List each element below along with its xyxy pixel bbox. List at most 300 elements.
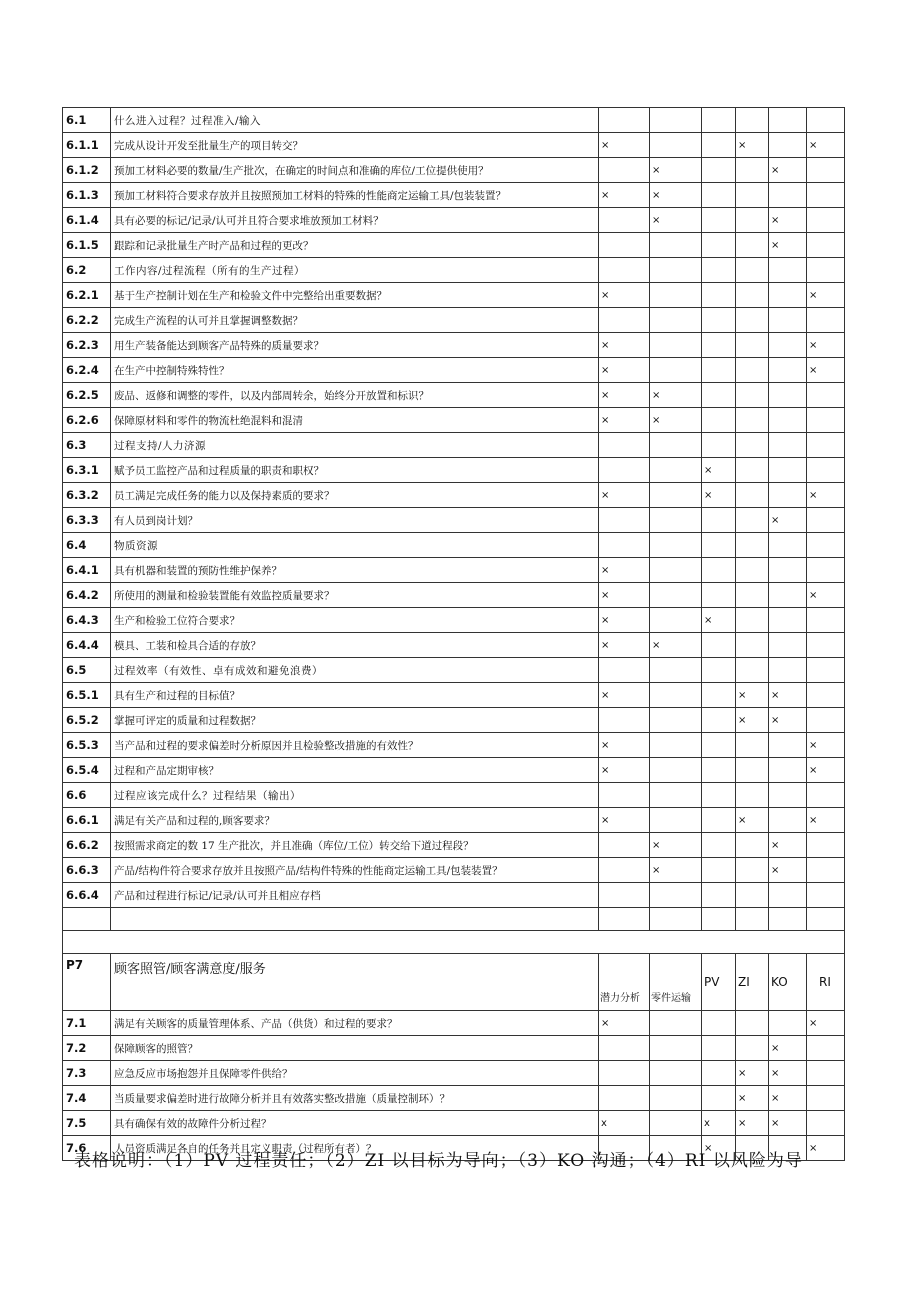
mark-cell <box>702 1086 736 1111</box>
item-description: 过程支持/人力济源 <box>111 433 599 458</box>
mark-cell <box>807 108 845 133</box>
mark-cell <box>807 783 845 808</box>
mark-cell <box>769 783 807 808</box>
table-row <box>63 333 845 358</box>
mark-cell: × <box>736 808 769 833</box>
mark-cell <box>807 408 845 433</box>
mark-cell <box>807 833 845 858</box>
mark-cell <box>736 433 769 458</box>
mark-cell: × <box>599 183 650 208</box>
mark-cell <box>650 333 702 358</box>
table-row <box>63 833 845 858</box>
table-row <box>63 358 845 383</box>
mark-cell <box>736 458 769 483</box>
item-number: 6.2.2 <box>63 308 111 333</box>
item-number: 6.6.3 <box>63 858 111 883</box>
mark-cell <box>807 1111 845 1136</box>
mark-cell <box>769 1011 807 1036</box>
mark-cell <box>736 608 769 633</box>
mark-cell <box>702 508 736 533</box>
item-description: 具有必要的标记/记录/认可并且符合要求堆放预加工材料？ <box>111 208 599 233</box>
table-row <box>63 458 845 483</box>
p7-header-row <box>63 954 845 1011</box>
table-row <box>63 158 845 183</box>
table-row <box>63 583 845 608</box>
mark-cell <box>702 583 736 608</box>
mark-cell <box>650 758 702 783</box>
mark-cell <box>807 683 845 708</box>
item-description: 当质量要求偏差时进行故障分析并且有效落实整改措施（质量控制环）？ <box>111 1086 599 1111</box>
mark-cell <box>769 558 807 583</box>
item-description: 具有确保有效的故障件分析过程？ <box>111 1111 599 1136</box>
item-description: 预加工材料符合要求存放并且按照预加工材料的特殊的性能商定运输工具/包装装置？ <box>111 183 599 208</box>
column-header-ri: RI <box>807 954 845 1011</box>
mark-cell <box>807 308 845 333</box>
mark-cell <box>807 633 845 658</box>
mark-cell <box>650 808 702 833</box>
mark-cell <box>650 1061 702 1086</box>
mark-cell <box>807 858 845 883</box>
mark-cell: × <box>650 383 702 408</box>
mark-cell: × <box>807 283 845 308</box>
mark-cell: × <box>769 1061 807 1086</box>
mark-cell: x <box>702 1111 736 1136</box>
mark-cell: × <box>702 483 736 508</box>
mark-cell <box>650 108 702 133</box>
blank-cell <box>599 908 650 931</box>
mark-cell <box>807 708 845 733</box>
mark-cell <box>736 833 769 858</box>
mark-cell <box>650 1011 702 1036</box>
item-number: 6.1.5 <box>63 233 111 258</box>
mark-cell <box>650 558 702 583</box>
mark-cell <box>807 608 845 633</box>
mark-cell: × <box>769 508 807 533</box>
mark-cell: × <box>769 1086 807 1111</box>
mark-cell <box>650 783 702 808</box>
table-row <box>63 133 845 158</box>
item-description: 生产和检验工位符合要求？ <box>111 608 599 633</box>
mark-cell <box>650 1086 702 1111</box>
section-7-rows <box>63 1011 845 1161</box>
item-number: 6.1.2 <box>63 158 111 183</box>
mark-cell <box>599 158 650 183</box>
mark-cell <box>650 308 702 333</box>
mark-cell: × <box>599 1011 650 1036</box>
mark-cell <box>807 1036 845 1061</box>
mark-cell <box>650 883 702 908</box>
mark-cell: × <box>807 333 845 358</box>
mark-cell <box>807 658 845 683</box>
mark-cell <box>736 758 769 783</box>
mark-cell <box>599 783 650 808</box>
mark-cell <box>769 358 807 383</box>
mark-cell: × <box>702 1136 736 1161</box>
mark-cell: × <box>599 733 650 758</box>
mark-cell <box>650 1111 702 1136</box>
mark-cell <box>702 708 736 733</box>
item-description: 什么进入过程？过程准入/输入 <box>111 108 599 133</box>
table-row <box>63 383 845 408</box>
mark-cell <box>702 558 736 583</box>
item-number: 6.4.2 <box>63 583 111 608</box>
mark-cell <box>807 158 845 183</box>
blank-cell <box>111 908 599 931</box>
item-description: 所使用的测量和检验装置能有效监控质量要求？ <box>111 583 599 608</box>
item-number: 7.4 <box>63 1086 111 1111</box>
item-number: 6.5.4 <box>63 758 111 783</box>
mark-cell <box>599 708 650 733</box>
mark-cell: × <box>599 358 650 383</box>
item-number: 6.6 <box>63 783 111 808</box>
item-number: 6.3.2 <box>63 483 111 508</box>
mark-cell: × <box>599 333 650 358</box>
mark-cell <box>769 608 807 633</box>
mark-cell: × <box>650 208 702 233</box>
mark-cell: x <box>599 1111 650 1136</box>
table-row <box>63 283 845 308</box>
mark-cell <box>736 258 769 283</box>
blank-cell <box>769 908 807 931</box>
item-number: 6.5.3 <box>63 733 111 758</box>
table-row <box>63 308 845 333</box>
mark-cell <box>650 433 702 458</box>
mark-cell <box>769 183 807 208</box>
mark-cell <box>769 808 807 833</box>
mark-cell <box>769 308 807 333</box>
item-description: 废品、返修和调整的零件，以及内部周转余，始终分开放置和标识？ <box>111 383 599 408</box>
item-description: 跟踪和记录批量生产时产品和过程的更改？ <box>111 233 599 258</box>
table-row <box>63 633 845 658</box>
mark-cell <box>807 1086 845 1111</box>
item-number: 7.5 <box>63 1111 111 1136</box>
mark-cell <box>650 283 702 308</box>
mark-cell: × <box>599 608 650 633</box>
mark-cell: × <box>702 458 736 483</box>
table-row <box>63 233 845 258</box>
table-row <box>63 483 845 508</box>
column-header-parts-transport: 零件运输 <box>650 954 702 1011</box>
item-number: 6.3.3 <box>63 508 111 533</box>
mark-cell <box>702 733 736 758</box>
item-description: 过程和产品定期审核？ <box>111 758 599 783</box>
item-description: 基于生产控制计划在生产和检验文件中完整给出重要数据？ <box>111 283 599 308</box>
mark-cell <box>599 433 650 458</box>
audit-checklist-table <box>62 107 845 1161</box>
mark-cell <box>736 583 769 608</box>
mark-cell <box>769 583 807 608</box>
mark-cell <box>736 733 769 758</box>
mark-cell <box>807 433 845 458</box>
mark-cell <box>769 883 807 908</box>
column-header-pv: PV <box>702 954 736 1011</box>
table-row <box>63 1086 845 1111</box>
item-description: 过程应该完成什么？过程结果（输出） <box>111 783 599 808</box>
item-description: 赋予员工监控产品和过程质量的职责和职权？ <box>111 458 599 483</box>
mark-cell <box>599 1061 650 1086</box>
mark-cell <box>702 633 736 658</box>
mark-cell <box>736 558 769 583</box>
mark-cell <box>736 508 769 533</box>
column-header-ko: KO <box>769 954 807 1011</box>
mark-cell <box>650 733 702 758</box>
mark-cell <box>702 233 736 258</box>
item-number: 6.1.1 <box>63 133 111 158</box>
item-description: 应急反应市场抱怨并且保障零件供给？ <box>111 1061 599 1086</box>
mark-cell <box>769 758 807 783</box>
mark-cell: × <box>769 1111 807 1136</box>
item-number: 6.2.3 <box>63 333 111 358</box>
mark-cell: × <box>599 383 650 408</box>
mark-cell <box>702 208 736 233</box>
mark-cell <box>769 633 807 658</box>
blank-cell <box>650 908 702 931</box>
mark-cell <box>769 383 807 408</box>
section-header-row <box>63 658 845 683</box>
table-row <box>63 208 845 233</box>
item-description: 在生产中控制特殊特性？ <box>111 358 599 383</box>
item-description: 保障顾客的照管？ <box>111 1036 599 1061</box>
mark-cell <box>702 333 736 358</box>
table-row <box>63 808 845 833</box>
mark-cell <box>736 883 769 908</box>
mark-cell <box>736 783 769 808</box>
mark-cell <box>769 133 807 158</box>
item-number: 6.3.1 <box>63 458 111 483</box>
mark-cell <box>736 208 769 233</box>
section-header-row <box>63 108 845 133</box>
mark-cell <box>807 533 845 558</box>
mark-cell <box>769 408 807 433</box>
item-description: 按照需求商定的数 17 生产批次，并且准确（库位/工位）转交给下道过程段？ <box>111 833 599 858</box>
item-number: 7.2 <box>63 1036 111 1061</box>
p7-title: 顾客照管/顾客满意度/服务 <box>111 954 599 1011</box>
section-6-rows <box>63 108 845 908</box>
mark-cell <box>650 658 702 683</box>
mark-cell <box>650 133 702 158</box>
mark-cell <box>599 458 650 483</box>
mark-cell: × <box>807 1011 845 1036</box>
mark-cell <box>769 658 807 683</box>
table-row <box>63 1036 845 1061</box>
mark-cell: × <box>769 208 807 233</box>
mark-cell <box>702 108 736 133</box>
mark-cell: × <box>599 583 650 608</box>
spacer-rows <box>63 908 845 1011</box>
mark-cell <box>650 708 702 733</box>
item-number: 6.2 <box>63 258 111 283</box>
mark-cell <box>702 308 736 333</box>
mark-cell: × <box>599 408 650 433</box>
p7-number: P7 <box>63 954 111 1011</box>
mark-cell <box>736 358 769 383</box>
mark-cell <box>599 858 650 883</box>
mark-cell <box>650 583 702 608</box>
mark-cell: × <box>769 708 807 733</box>
mark-cell <box>702 1061 736 1086</box>
item-number: 6.2.1 <box>63 283 111 308</box>
table-row <box>63 858 845 883</box>
mark-cell <box>650 683 702 708</box>
item-description: 具有生产和过程的目标值？ <box>111 683 599 708</box>
mark-cell: × <box>769 158 807 183</box>
mark-cell <box>736 383 769 408</box>
blank-cell <box>736 908 769 931</box>
mark-cell: × <box>599 758 650 783</box>
item-description: 产品/结构件符合要求存放并且按照产品/结构件特殊的性能商定运输工具/包装装置？ <box>111 858 599 883</box>
mark-cell: × <box>769 233 807 258</box>
item-number: 6.4.3 <box>63 608 111 633</box>
item-number: 6.5.2 <box>63 708 111 733</box>
mark-cell <box>599 1036 650 1061</box>
mark-cell <box>599 533 650 558</box>
item-number: 6.3 <box>63 433 111 458</box>
item-description: 具有机器和装置的预防性维护保养？ <box>111 558 599 583</box>
mark-cell: × <box>650 158 702 183</box>
item-description: 产品和过程进行标记/记录/认可并且相应存档 <box>111 883 599 908</box>
mark-cell: × <box>807 758 845 783</box>
section-header-row <box>63 783 845 808</box>
table-row <box>63 408 845 433</box>
mark-cell <box>807 558 845 583</box>
mark-cell <box>702 1036 736 1061</box>
item-description: 员工满足完成任务的能力以及保持素质的要求？ <box>111 483 599 508</box>
table-legend-note: 表格说明：（1）PV 过程责任；（2）ZI 以目标为导向；（3）KO 沟通；（4）RI 以风险为导 <box>74 1151 803 1171</box>
mark-cell: × <box>807 808 845 833</box>
item-number: 6.6.4 <box>63 883 111 908</box>
item-description: 满足有关顾客的质量管理体系、产品（供货）和过程的要求？ <box>111 1011 599 1036</box>
item-number: 6.2.4 <box>63 358 111 383</box>
mark-cell: × <box>702 608 736 633</box>
mark-cell <box>702 408 736 433</box>
section-header-row <box>63 258 845 283</box>
mark-cell <box>599 658 650 683</box>
mark-cell <box>736 533 769 558</box>
mark-cell: × <box>736 133 769 158</box>
mark-cell <box>702 833 736 858</box>
mark-cell: × <box>736 1111 769 1136</box>
mark-cell: × <box>807 358 845 383</box>
mark-cell <box>769 483 807 508</box>
mark-cell <box>599 833 650 858</box>
mark-cell: × <box>599 633 650 658</box>
item-number: 6.1.4 <box>63 208 111 233</box>
item-description: 过程效率（有效性、卓有成效和避免浪费） <box>111 658 599 683</box>
item-number: 7.3 <box>63 1061 111 1086</box>
mark-cell <box>599 233 650 258</box>
item-number: 6.4.4 <box>63 633 111 658</box>
mark-cell <box>702 158 736 183</box>
mark-cell <box>807 233 845 258</box>
mark-cell <box>650 508 702 533</box>
mark-cell <box>702 1011 736 1036</box>
blank-cell <box>702 908 736 931</box>
blank-row <box>63 908 845 931</box>
mark-cell: × <box>650 858 702 883</box>
column-header-potential-analysis: 潜力分析 <box>599 954 650 1011</box>
item-number: 6.1 <box>63 108 111 133</box>
mark-cell <box>807 383 845 408</box>
mark-cell <box>736 333 769 358</box>
mark-cell: × <box>769 858 807 883</box>
mark-cell <box>599 258 650 283</box>
mark-cell: × <box>807 483 845 508</box>
item-description: 用生产装备能达到顾客产品特殊的质量要求？ <box>111 333 599 358</box>
mark-cell <box>736 1036 769 1061</box>
mark-cell: × <box>599 808 650 833</box>
mark-cell <box>736 408 769 433</box>
mark-cell <box>736 233 769 258</box>
mark-cell <box>599 508 650 533</box>
mark-cell: × <box>807 733 845 758</box>
item-description: 满足有关产品和过程的,顾客要求？ <box>111 808 599 833</box>
mark-cell <box>702 258 736 283</box>
mark-cell: × <box>769 683 807 708</box>
mark-cell <box>769 108 807 133</box>
mark-cell <box>736 183 769 208</box>
mark-cell: × <box>599 558 650 583</box>
mark-cell <box>807 208 845 233</box>
table-row <box>63 683 845 708</box>
mark-cell <box>650 533 702 558</box>
mark-cell <box>807 1061 845 1086</box>
mark-cell <box>702 383 736 408</box>
mark-cell <box>769 333 807 358</box>
mark-cell: × <box>736 683 769 708</box>
mark-cell <box>650 233 702 258</box>
mark-cell <box>650 358 702 383</box>
mark-cell <box>736 633 769 658</box>
item-description: 完成从设计开发至批量生产的项目转交？ <box>111 133 599 158</box>
blank-cell <box>807 908 845 931</box>
mark-cell <box>702 683 736 708</box>
mark-cell <box>702 358 736 383</box>
mark-cell <box>599 108 650 133</box>
mark-cell <box>702 433 736 458</box>
column-header-zi: ZI <box>736 954 769 1011</box>
mark-cell <box>736 658 769 683</box>
table-row <box>63 883 845 908</box>
mark-cell: × <box>807 1136 845 1161</box>
section-header-row <box>63 433 845 458</box>
mark-cell: × <box>650 183 702 208</box>
mark-cell <box>702 658 736 683</box>
item-number: 6.1.3 <box>63 183 111 208</box>
table-row <box>63 708 845 733</box>
item-number: 6.6.1 <box>63 808 111 833</box>
table-row <box>63 508 845 533</box>
item-description: 保障原材料和零件的物流杜绝混料和混清 <box>111 408 599 433</box>
item-description: 人员资质满足各自的任务并且定义职责（过程所有者）？ <box>111 1136 599 1161</box>
mark-cell: × <box>736 1086 769 1111</box>
mark-cell <box>702 183 736 208</box>
mark-cell: × <box>769 833 807 858</box>
mark-cell <box>702 883 736 908</box>
item-description: 物质资源 <box>111 533 599 558</box>
table-row <box>63 758 845 783</box>
table-row <box>63 733 845 758</box>
mark-cell <box>599 883 650 908</box>
mark-cell <box>769 533 807 558</box>
mark-cell <box>599 208 650 233</box>
mark-cell <box>736 108 769 133</box>
mark-cell <box>702 758 736 783</box>
mark-cell <box>769 733 807 758</box>
mark-cell: × <box>736 708 769 733</box>
table-row <box>63 1061 845 1086</box>
mark-cell <box>807 508 845 533</box>
mark-cell <box>736 158 769 183</box>
